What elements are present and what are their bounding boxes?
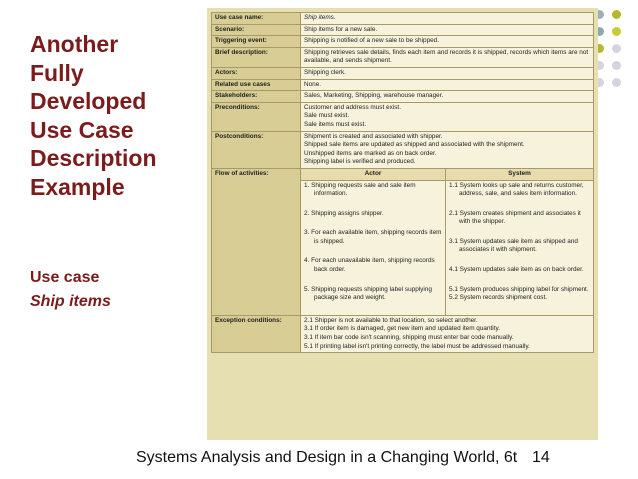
row-value: Customer and address must exist. Sale must exist. Sale items must exist. [301, 102, 594, 131]
page-number: 14 [532, 449, 550, 466]
title-line: Description [30, 145, 157, 171]
system-step: 3.1 System updates sale item as shipped and associates it with shipment. [449, 237, 578, 254]
exceptions-label: Exception conditions: [212, 315, 301, 352]
row-label: Brief description: [212, 47, 301, 67]
actor-column [301, 180, 446, 315]
row-label: Postconditions: [212, 131, 301, 168]
slide-subtitle [30, 266, 111, 314]
flow-label: Flow of activities: [212, 168, 301, 315]
table-row [212, 79, 594, 91]
row-label: Use case name: [212, 13, 301, 25]
system-step: 4.1 System updates sale item as on back order. [449, 266, 584, 274]
system-step-group [449, 286, 590, 303]
row-value: None. [301, 79, 594, 91]
exceptions-row [212, 315, 594, 352]
decor-dot [612, 44, 621, 53]
decor-dot [612, 61, 621, 70]
system-step: 2.1 System creates shipment and associates it with the shipper. [449, 209, 581, 226]
row-value: Shipping clerk. [301, 67, 594, 79]
slide-title [30, 30, 200, 201]
subtitle-line-1: Use case [30, 269, 100, 286]
table-row [212, 13, 594, 25]
table-row [212, 91, 594, 103]
system-step-group [449, 182, 590, 199]
system-step: 5.2 System records shipment cost. [449, 294, 548, 302]
table-row [212, 47, 594, 67]
system-column [446, 180, 594, 315]
title-line: Use Case [30, 116, 134, 143]
table-row [212, 102, 594, 131]
row-label: Scenario: [212, 24, 301, 36]
row-label: Stakeholders: [212, 91, 301, 103]
system-step-group [449, 266, 590, 275]
table-row [212, 131, 594, 168]
row-value: Sales, Marketing, Shipping, warehouse manager. [301, 91, 594, 103]
system-step-group [449, 238, 590, 255]
use-case-table-image [207, 8, 598, 440]
table-row [212, 24, 594, 36]
decor-dot [612, 78, 621, 87]
exception-line: 3.1 If item bar code isn't scanning, shipping must enter bar code manually. [304, 334, 514, 342]
system-header: System [446, 168, 594, 180]
title-line: Example [30, 173, 125, 200]
row-label: Preconditions: [212, 102, 301, 131]
actor-step: 1. Shipping requests sale and sale item information. [304, 181, 416, 198]
flow-header-row [212, 168, 594, 180]
actor-step: 5. Shipping requests shipping label supplying package size and weight. [304, 285, 432, 302]
title-line: Another [30, 31, 119, 57]
exception-line: 3.1 If order item is damaged, get new item and updated item quantity. [304, 325, 500, 333]
decor-dot [612, 27, 621, 36]
exception-line: 5.1 If printing label isn't printing correctly, the label must be addressed manually. [304, 342, 530, 350]
subtitle-line-2: Ship items [30, 293, 111, 310]
title-line: Fully [30, 59, 84, 86]
actor-step: 2. Shipping assigns shipper. [304, 209, 384, 217]
system-step-group [449, 210, 590, 227]
decorative-dots [595, 10, 635, 110]
row-label: Related use cases [212, 79, 301, 91]
row-value: Ship items. [301, 13, 594, 25]
use-case-table [211, 12, 594, 353]
row-value: Shipping is notified of a new sale to be shipped. [301, 36, 594, 48]
row-label: Actors: [212, 67, 301, 79]
title-line: Developed [30, 88, 147, 114]
decor-dot [612, 10, 621, 19]
exception-line: 2.1 Shipper is not available to that location, so select another. [304, 316, 478, 324]
table-row [212, 67, 594, 79]
footer-text: Systems Analysis and Design in a Changing World, 6t [136, 449, 518, 466]
actor-step: 3. For each available item, shipping records item is shipped. [304, 229, 442, 245]
system-step: 5.1 System produces shipping label for shipment. [449, 285, 589, 293]
row-label: Triggering event: [212, 36, 301, 48]
row-value: Ship items for a new sale. [301, 24, 594, 36]
system-step: 1.1 System looks up sale and returns customer, address, sale, and sales item information. [449, 181, 584, 198]
row-value: Shipment is created and associated with shipper. Shipped sale items are updated as shipped and associated with the shipment. Unshipped items are marked as on back order. Shipping label is verified and produced. [301, 131, 594, 168]
table-row [212, 36, 594, 48]
actor-header: Actor [301, 168, 446, 180]
row-value: Shipping retrieves sale details, finds each item and records it is shipped, records which items are not available, and sends shipment. [301, 47, 594, 67]
actor-step: 4. For each unavailable item, shipping records back order. [304, 257, 435, 274]
exceptions-value [301, 315, 594, 352]
